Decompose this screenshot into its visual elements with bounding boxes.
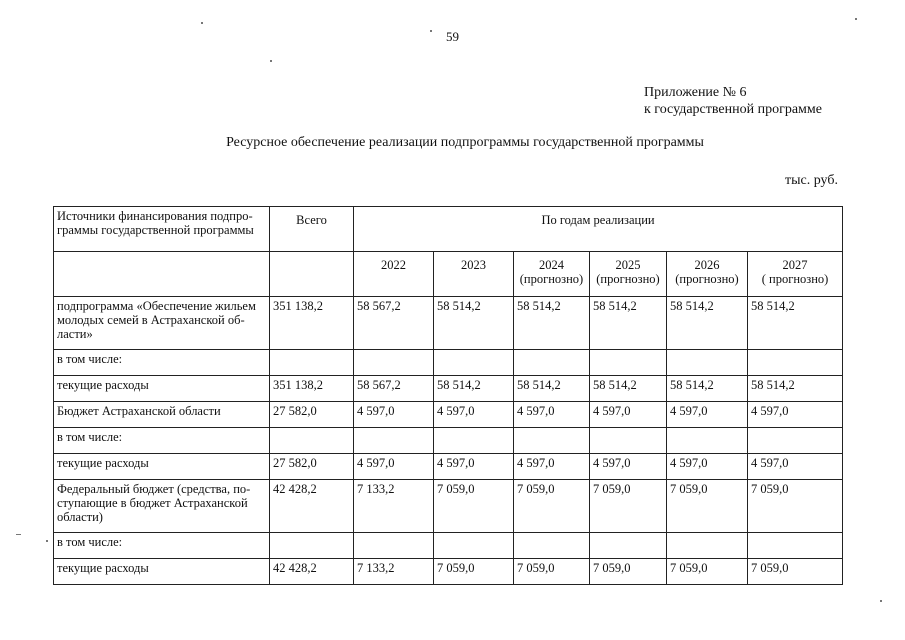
row-value: 7 059,0 xyxy=(590,480,667,533)
row-value xyxy=(748,350,843,376)
table-row xyxy=(54,402,843,428)
year-header: 2024 (прогнозно) xyxy=(514,252,590,297)
appendix-line-2: к государственной программе xyxy=(644,102,822,117)
row-value: 7 059,0 xyxy=(748,480,843,533)
row-value xyxy=(590,533,667,559)
row-value xyxy=(748,428,843,454)
row-value: 7 059,0 xyxy=(434,480,514,533)
row-value xyxy=(354,350,434,376)
appendix-line-1: Приложение № 6 xyxy=(644,85,747,100)
header-total: Всего xyxy=(270,207,354,252)
row-label: в том числе: xyxy=(54,428,270,454)
row-value xyxy=(434,533,514,559)
row-total: 351 138,2 xyxy=(270,297,354,350)
row-total: 42 428,2 xyxy=(270,480,354,533)
row-value: 4 597,0 xyxy=(748,402,843,428)
row-total: 27 582,0 xyxy=(270,454,354,480)
year-header: 2025 (прогнозно) xyxy=(590,252,667,297)
table-row xyxy=(54,428,843,454)
row-value xyxy=(590,350,667,376)
row-value xyxy=(748,533,843,559)
row-value xyxy=(667,533,748,559)
row-value: 4 597,0 xyxy=(434,454,514,480)
row-label: текущие расходы xyxy=(54,454,270,480)
row-label: Федеральный бюджет (средства, по-ступающие в бюджет Астраханской области) xyxy=(54,480,270,533)
row-value: 58 514,2 xyxy=(590,376,667,402)
row-value: 4 597,0 xyxy=(354,454,434,480)
row-value: 7 133,2 xyxy=(354,559,434,585)
row-value: 7 059,0 xyxy=(748,559,843,585)
row-value: 4 597,0 xyxy=(434,402,514,428)
table-row xyxy=(54,376,843,402)
row-value xyxy=(434,428,514,454)
row-value: 4 597,0 xyxy=(590,402,667,428)
row-value: 7 059,0 xyxy=(667,480,748,533)
unit-label: тыс. руб. xyxy=(785,173,838,188)
row-value: 58 514,2 xyxy=(667,297,748,350)
table-row xyxy=(54,350,843,376)
row-value: 7 059,0 xyxy=(590,559,667,585)
year-header: 2027 ( прогнозно) xyxy=(748,252,843,297)
row-total: 27 582,0 xyxy=(270,402,354,428)
row-value xyxy=(667,428,748,454)
year-header: 2023 xyxy=(434,252,514,297)
row-value: 58 514,2 xyxy=(514,376,590,402)
row-label: в том числе: xyxy=(54,350,270,376)
row-total: 351 138,2 xyxy=(270,376,354,402)
row-value: 7 059,0 xyxy=(434,559,514,585)
row-total xyxy=(270,350,354,376)
row-total xyxy=(270,533,354,559)
row-value: 7 059,0 xyxy=(514,559,590,585)
row-total xyxy=(270,428,354,454)
row-value: 7 133,2 xyxy=(354,480,434,533)
row-label: Бюджет Астраханской области xyxy=(54,402,270,428)
row-value: 4 597,0 xyxy=(590,454,667,480)
table-row xyxy=(54,533,843,559)
row-value xyxy=(514,350,590,376)
row-value xyxy=(667,350,748,376)
header-source: Источники финансирования подпро-граммы государственной программы xyxy=(54,207,270,252)
header-empty xyxy=(270,252,354,297)
row-value: 4 597,0 xyxy=(748,454,843,480)
row-value xyxy=(354,428,434,454)
row-label: подпрограмма «Обеспечение жильем молодых семей в Астраханской об-ласти» xyxy=(54,297,270,350)
table-row xyxy=(54,559,843,585)
year-header: 2026 (прогнозно) xyxy=(667,252,748,297)
row-value: 4 597,0 xyxy=(667,454,748,480)
page-number: 59 xyxy=(446,29,459,44)
row-value: 58 514,2 xyxy=(434,297,514,350)
row-value: 58 514,2 xyxy=(514,297,590,350)
row-value: 58 567,2 xyxy=(354,297,434,350)
row-value: 4 597,0 xyxy=(354,402,434,428)
row-label: в том числе: xyxy=(54,533,270,559)
header-years: По годам реализации xyxy=(354,207,843,252)
row-value: 7 059,0 xyxy=(514,480,590,533)
row-value xyxy=(354,533,434,559)
appendix-note xyxy=(644,84,822,118)
document-title: Ресурсное обеспечение реализации подпрограммы государственной программы xyxy=(226,135,704,150)
row-total: 42 428,2 xyxy=(270,559,354,585)
row-value: 58 514,2 xyxy=(748,297,843,350)
table-row xyxy=(54,454,843,480)
row-value: 7 059,0 xyxy=(667,559,748,585)
row-value: 4 597,0 xyxy=(514,402,590,428)
table-row xyxy=(54,297,843,350)
row-value xyxy=(514,533,590,559)
year-header-row xyxy=(54,252,843,297)
table-header-row xyxy=(54,207,843,252)
row-value: 58 514,2 xyxy=(748,376,843,402)
row-value: 4 597,0 xyxy=(667,402,748,428)
row-label: текущие расходы xyxy=(54,376,270,402)
row-value xyxy=(434,350,514,376)
row-value: 4 597,0 xyxy=(514,454,590,480)
resource-table xyxy=(53,206,843,585)
row-value: 58 514,2 xyxy=(434,376,514,402)
table-row xyxy=(54,480,843,533)
row-value: 58 567,2 xyxy=(354,376,434,402)
row-value xyxy=(590,428,667,454)
row-value: 58 514,2 xyxy=(590,297,667,350)
row-label: текущие расходы xyxy=(54,559,270,585)
year-header: 2022 xyxy=(354,252,434,297)
header-empty xyxy=(54,252,270,297)
row-value: 58 514,2 xyxy=(667,376,748,402)
row-value xyxy=(514,428,590,454)
